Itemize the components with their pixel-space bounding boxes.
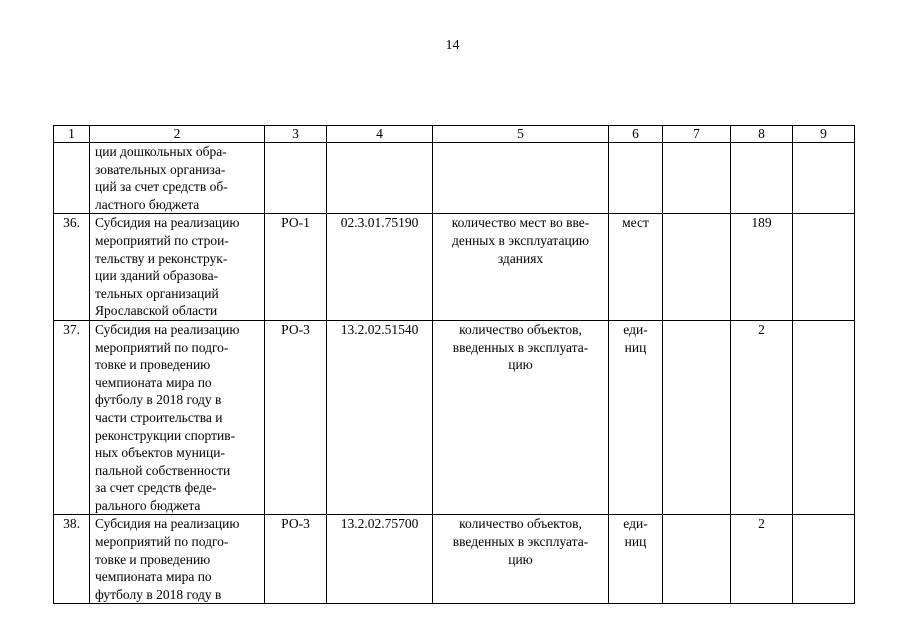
subsidy-name: Субсидия на реализацию мероприятий по подго- товке и проведению чемпионата мира по футболу в 2018 году в — [90, 515, 265, 604]
header-cell: 3 — [265, 126, 327, 143]
col8-value — [731, 143, 793, 214]
header-cell: 5 — [433, 126, 609, 143]
page-number: 14 — [445, 38, 460, 53]
row-number: 36. — [54, 214, 90, 321]
header-cell: 8 — [731, 126, 793, 143]
recipient-code — [265, 143, 327, 214]
table-header-row — [54, 126, 855, 143]
col9-value — [793, 214, 855, 321]
table-row — [54, 515, 855, 604]
header-cell: 2 — [90, 126, 265, 143]
table-row — [54, 143, 855, 214]
table-row — [54, 320, 855, 515]
header-cell: 4 — [327, 126, 433, 143]
indicator-name: количество мест во вве- денных в эксплуатацию зданиях — [433, 214, 609, 321]
budget-code — [327, 143, 433, 214]
subsidy-name: Субсидия на реализацию мероприятий по строи- тельству и реконструк- ции зданий образова- тельных организаций Ярославской области — [90, 214, 265, 321]
col8-value: 2 — [731, 515, 793, 604]
subsidy-name: Субсидия на реализацию мероприятий по подго- товке и проведению чемпионата мира по футболу в 2018 году в части строительства и реконструкции спортив- ных объектов муници- пальной собственности за счет средств феде- рального бюджета — [90, 320, 265, 515]
col8-value: 189 — [731, 214, 793, 321]
col7-value — [663, 214, 731, 321]
indicator-name: количество объектов, введенных в эксплуата- цию — [433, 320, 609, 515]
col9-value — [793, 143, 855, 214]
col7-value — [663, 515, 731, 604]
indicator-name: количество объектов, введенных в эксплуата- цию — [433, 515, 609, 604]
unit: еди- ниц — [609, 515, 663, 604]
col8-value: 2 — [731, 320, 793, 515]
table-row — [54, 214, 855, 321]
col7-value — [663, 320, 731, 515]
row-number — [54, 143, 90, 214]
header-cell: 9 — [793, 126, 855, 143]
col9-value — [793, 515, 855, 604]
subsidy-name: ции дошкольных обра- зовательных организа- ций за счет средств об- ластного бюджета — [90, 143, 265, 214]
header-cell: 6 — [609, 126, 663, 143]
unit: еди- ниц — [609, 320, 663, 515]
row-number: 37. — [54, 320, 90, 515]
unit — [609, 143, 663, 214]
indicator-name — [433, 143, 609, 214]
header-cell: 7 — [663, 126, 731, 143]
budget-code: 02.3.01.75190 — [327, 214, 433, 321]
budget-code: 13.2.02.51540 — [327, 320, 433, 515]
header-cell: 1 — [54, 126, 90, 143]
recipient-code: РО-3 — [265, 515, 327, 604]
col9-value — [793, 320, 855, 515]
subsidy-table — [53, 125, 855, 604]
recipient-code: РО-3 — [265, 320, 327, 515]
budget-code: 13.2.02.75700 — [327, 515, 433, 604]
row-number: 38. — [54, 515, 90, 604]
recipient-code: РО-1 — [265, 214, 327, 321]
unit: мест — [609, 214, 663, 321]
col7-value — [663, 143, 731, 214]
